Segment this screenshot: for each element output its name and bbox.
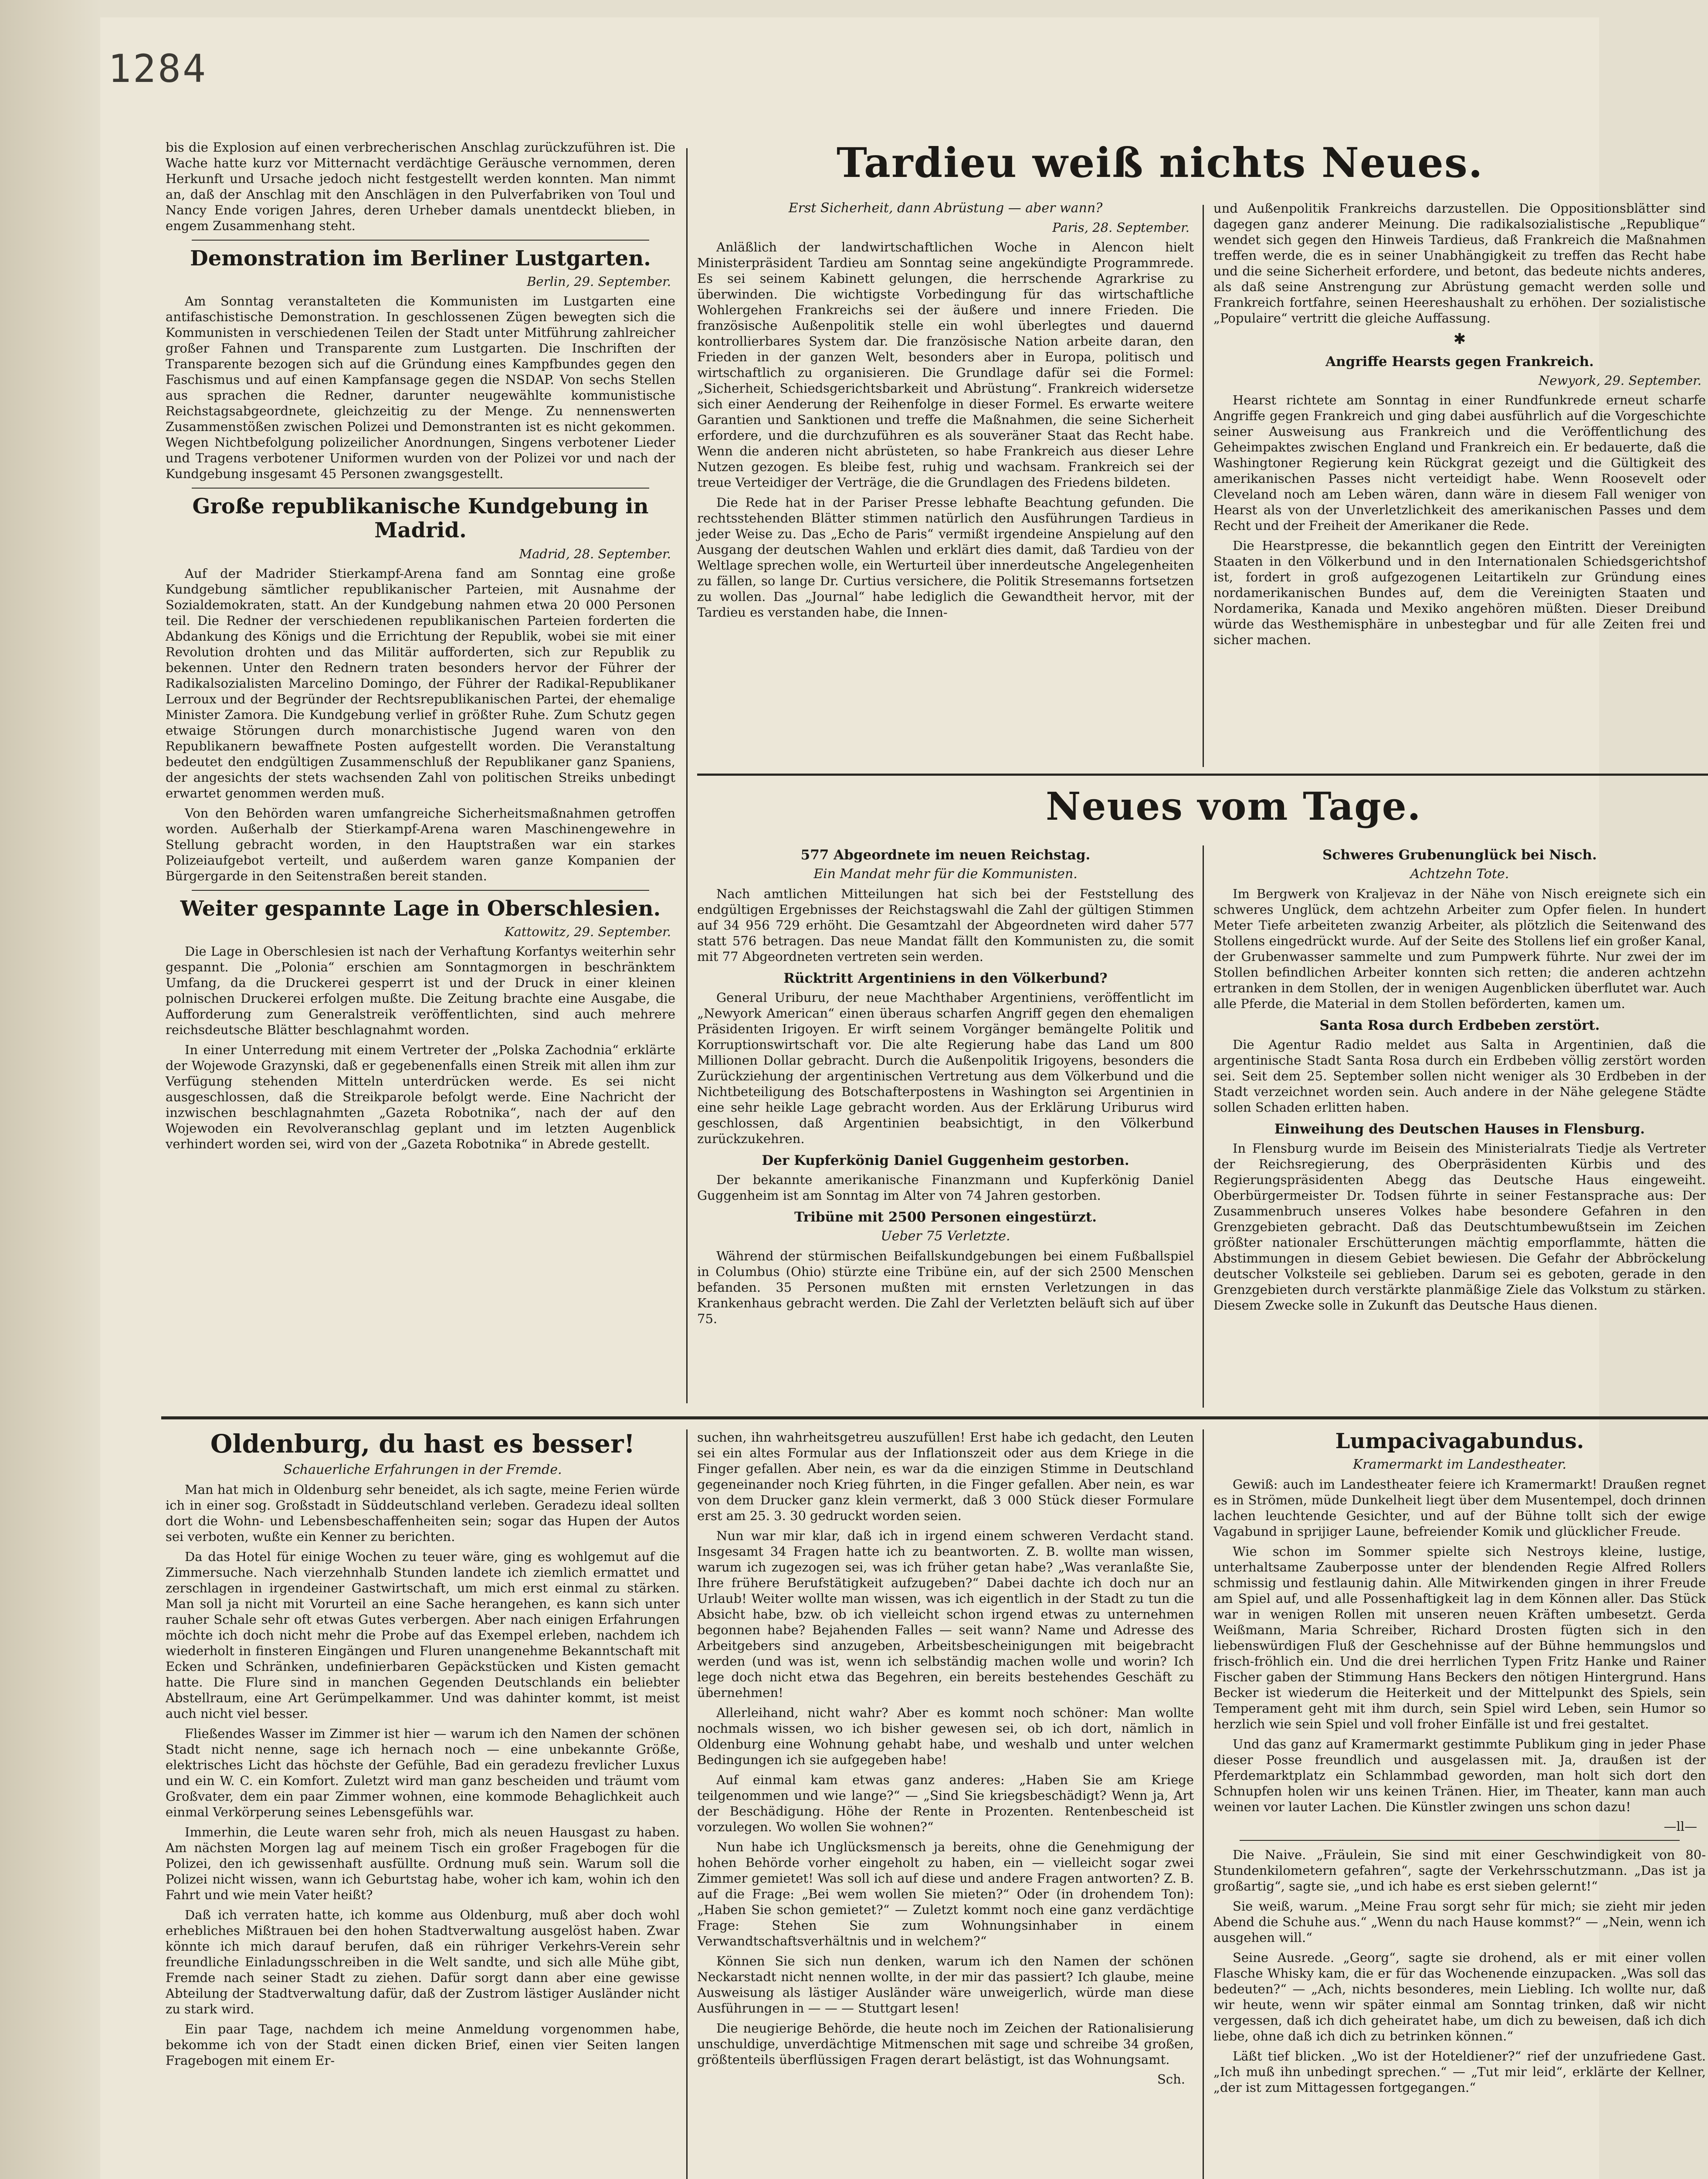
article-text: Die Rede hat in der Pariser Presse lebhafte Beachtung gefunden. Die rechtsstehenden Blätter stimmen natürlich den Ausführungen Tardieus in jeder Weise zu. Das „Echo de Paris“ vermißt irgendeine Anspielung auf den Ausgang der deutschen Wahlen und erklärt dies damit, daß Tardieu von der Weltlage sprechen wolle, ein Werturteil über innerdeutsche Angelegenheiten zu fällen, so lange Dr. Curtius versichere, die Politik Stresemanns fortsetzen zu wollen. Das „Journal“ habe lediglich die Gewandtheit hervor, mit der Tardieu es verstanden habe, die Innen-	[697, 495, 1194, 620]
news-text: Nach amtlichen Mitteilungen hat sich bei der Feststellung des endgültigen Ergebnisses der Reichstagswahl die Zahl der gültigen Stimmen auf 34 956 729 erhöht. Die Gesamtzahl der Abgeordneten wird daher 577 statt 576 betragen. Das neue Mandat fällt den Kommunisten zu, die somit mit 77 Abgeordneten vertreten sein werden.	[697, 886, 1194, 964]
news-text: Die Agentur Radio meldet aus Salta in Argentinien, daß die argentinische Stadt Santa Rosa durch ein Erdbeben völlig zerstört worden sei. Seit dem 25. September sollen nicht weniger als 30 Erdbeben in der Stadt verzeichnet worden sein. Auch andere in der Nähe gelegene Städte sollen Schaden erlitten haben.	[1213, 1037, 1706, 1115]
article-title-lumpaci: Lumpacivagabundus.	[1335, 1429, 1584, 1453]
article-text: Am Sonntag veranstalteten die Kommunisten im Lustgarten eine antifaschistische Demonstration. In geschlossenen Zügen bewegten sich die Kommunisten in verschiedenen Teilen der Stadt unter Mitführung zahlreicher großer Fahnen und Transparente zum Lustgarten. Die Inschriften der Transparente bezogen sich auf die Gründung eines Kampfbundes gegen den Faschismus und auf einen Kampfansage gegen die NSDAP. Von sechs Stellen aus sprachen die Redner, darunter neugewählte kommunistische Reichstagsabgeordnete, gleichzeitig zu der Menge. Zu nennenswerten Zusammenstößen zwischen Polizei und Demonstranten ist es nicht gekommen. Wegen Nichtbefolgung polizeilicher Anordnungen, Singens verbotener Lieder und Tragens verbotener Uniformen wurden von der Polizei vor und nach der Kundgebung insgesamt 45 Personen zwangsgestellt.	[166, 294, 675, 482]
news-text: Im Bergwerk von Kraljevaz in der Nähe von Nisch ereignete sich ein schweres Unglück, dem achtzehn Arbeiter zum Opfer fielen. In hundert Meter Tiefe arbeiteten zwanzig Arbeiter, als plötzlich die Seitenwand des Stollens eingedrückt wurde. Auf der Seite des Stollens lief ein großer Kanal, der Grubenwasser sammelte und zum Pumpwerk führte. Nur zwei der im Stollen befindlichen Arbeiter konnten sich retten; die anderen achtzehn ertranken in dem Stollen, der in wenigen Augenblicken überflutet war. Auch alle Pferde, die Material in dem Stollen beförderten, kamen um.	[1213, 886, 1706, 1011]
dateline: Paris, 28. September.	[1052, 220, 1190, 235]
oldenburg-col-a	[166, 1429, 680, 2179]
article-title-madrid: Große republikanische Kundgebung in Madrid.	[192, 494, 649, 543]
news-text: Der bekannte amerikanische Finanzmann und Kupferkönig Daniel Guggenheim ist am Sonntag im Alter von 74 Jahren gestorben.	[697, 1172, 1194, 1203]
article-text: Wie schon im Sommer spielte sich Nestroys kleine, lustige, unterhaltsame Zauberposse unter der blendenden Regie Alfred Rollers schmissig und festlaunig dahin. Alle Mitwirkenden gingen in ihrer Freude am Spiel auf, und alle Possenhaftigkeit lag in dem Können aller. Das Stück war in wenigen Rollen mit unseren neuen Kräften umbesetzt. Gerda Weißmann, Maria Schreiber, Richard Drosten fügten sich in den liebenswürdigen Fluß der Geschehnisse auf der Bühne hemmungslos und frisch-fröhlich ein. Und die drei herrlichen Typen Fritz Hanke und Rainer Fischer gaben der Stimmung Hans Beckers den nötigen Hintergrund. Hans Becker ist wiederum die Heiterkeit und der Mittelpunkt des Spiels, sein Temperament geht mit ihm durch, sein Spiel wird Leben, sein Humor so herzlich wie sein Spiel und voll froher Einfälle ist und frei gestaltet.	[1213, 1544, 1706, 1732]
article-subtitle: Erst Sicherheit, dann Abrüstung — aber wann?	[788, 200, 1103, 216]
column-rule	[686, 148, 688, 1403]
divider	[192, 488, 649, 489]
dateline: Newyork, 29. September.	[1539, 373, 1701, 388]
neues-col-b	[1213, 841, 1706, 1408]
article-text: Man hat mich in Oldenburg sehr beneidet, als ich sagte, meine Ferien würde ich in einer sog. Großstadt in Süddeutschland verleben. Geradezu ideal sollten dort die Wohn- und Lebensbeschaffenheiten sein; sogar das Hupen der Autos sei verboten, wußte ein Kenner zu berichten.	[166, 1482, 680, 1544]
article-text: Nun war mir klar, daß ich in irgend einem schweren Verdacht stand. Insgesamt 34 Fragen hatte ich zu beantworten. Z. B. wollte man wissen, warum ich zugezogen sei, was ich früher getan habe? „Was veranlaßte Sie, Ihre frühere Berufstätigkeit aufzugeben?“ Dabei dachte ich doch nur an Urlaub! Weiter wollte man wissen, was ich eigentlich in der Stadt zu tun die Absicht habe, bzw. ob ich vielleicht schon irgend etwas zu unternehmen begonnen habe? Bejahenden Falles — seit wann? Name und Adresse des Arbeitgebers sind anzugeben, Arbeitsbescheinigungen mit beigebracht werden (und was ist, wenn ich selbständig machen wolle und worin? Ich lege doch nicht etwa das Begehren, ein bereits bestehendes Geschäft zu übernehmen!	[697, 1528, 1194, 1700]
neues-col-a	[697, 841, 1194, 1408]
article-text: Hearst richtete am Sonntag in einer Rundfunkrede erneut scharfe Angriffe gegen Frankreich und ging dabei ausführlich auf die Vorgeschichte seiner Ausweisung aus Frankreich und die Veröffentlichung des Geheimpaktes zwischen England und Frankreich ein. Er bedauerte, daß die Washingtoner Regierung kein Rückgrat gezeigt und die Gültigkeit des amerikanischen Passes nicht verteidigt habe. Wenn Roosevelt oder Cleveland noch am Leben wären, dann wäre in diesem Fall weniger von Hearst als von der Unverletzlichkeit des amerikanischen Passes und dem Recht und der Freiheit der Amerikaner die Rede.	[1213, 393, 1706, 533]
news-title: Einweihung des Deutschen Hauses in Flensburg.	[1274, 1121, 1645, 1137]
column-rule	[686, 1429, 688, 2179]
news-title: Schweres Grubenunglück bei Nisch.	[1322, 847, 1597, 863]
article-text: Anläßlich der landwirtschaftlichen Woche in Alencon hielt Ministerpräsident Tardieu am Sonntag seine angekündigte Programmrede. Es sei seinem Kabinett gelungen, die herrschende Agrarkrise zu überwinden. Die wichtigste Vorbedingung für das wirtschaftliche Wohlergehen Frankreichs sei der äußere und innere Frieden. Die französische Außenpolitik stelle ein wohl überlegtes und dauernd kontrollierbares System dar. Die französische Nation arbeite daran, den Frieden in der ganzen Welt, besonders aber in Europa, politisch und wirtschaftlich zu organisieren. Die Grundlage dafür sei die Formel: „Sicherheit, Schiedsgerichtsbarkeit und Abrüstung“. Frankreich widersetze sich einer Aenderung der Reihenfolge in dieser Formel. Es erwarte weitere Garantien und Sanktionen und treffe die Maßnahmen, die seine Sicherheit erfordere, und die durchzuführen es als souveräner Staat das Recht habe. Wenn die anderen nicht abrüsteten, so habe Frankreich aus dieser Lehre Nutzen gezogen. Es bleibe fest, ruhig und wachsam. Frankreich sei der treue Verteidiger der Verträge, die die Grundlagen des Friedens bildeten.	[697, 240, 1194, 490]
news-title: Rücktritt Argentiniens in den Völkerbund?	[783, 971, 1108, 986]
author-signature: Sch.	[1157, 2072, 1185, 2087]
neues-header	[697, 784, 1708, 845]
dateline: Berlin, 29. September.	[527, 274, 671, 289]
article-text: Können Sie sich nun denken, warum ich den Namen der schönen Neckarstadt nicht nennen wollte, in der mir das passiert? Ich glaube, meine Ausweisung als lästiger Ausländer wäre unweigerlich, würde man diese Ausführungen in — — — Stuttgart lesen!	[697, 1954, 1194, 2016]
column-rule	[1203, 845, 1204, 1408]
oldenburg-col-b	[697, 1429, 1194, 2179]
joke-text: Seine Ausrede. „Georg“, sagte sie drohend, als er mit einer vollen Flasche Whisky kam, die er für das Wochenende einzupacken. „Was soll das bedeuten?“ — „Ach, nichts besonderes, mein Liebling. Ich wollte nur, daß wir heute, wenn wir später einmal am Sonntag trinken, daß wir nicht vergessen, daß ich dich geheiratet habe, um dich zu beweisen, daß ich dich liebe, ohne daß ich dich zu betrinken können.“	[1213, 1950, 1706, 2044]
article-text: Fließendes Wasser im Zimmer ist hier — warum ich den Namen der schönen Stadt nicht nenne, sage ich hernach noch — eine unbekannte Größe, elektrisches Licht das höchste der Gefühle, Bad ein geradezu frevlicher Luxus und ein W. C. ein Komfort. Zuletzt wird man ganz bescheiden und träumt vom Großvater, dem ein paar Zimmer wohnen, eine kommode Behaglichkeit auch einmal Verkörperung seines Lebensgefühls war.	[166, 1726, 680, 1819]
article-subhead: Angriffe Hearsts gegen Frankreich.	[1325, 354, 1594, 370]
news-subtitle: Ueber 75 Verletzte.	[881, 1229, 1010, 1244]
lumpaci-col	[1213, 1429, 1706, 2179]
tardieu-col-b	[1213, 200, 1706, 767]
divider	[192, 240, 649, 241]
article-text: suchen, ihn wahrheitsgetreu auszufüllen! Erst habe ich gedacht, den Leuten sei ein altes Formular aus der Inflationszeit oder aus dem Kriege in die Finger gefallen. Aber nein, es war da die einzigen Stimme in Deutschland gegeneinander noch Krieg führten, in die Finger gefallen. Aber nein, es war von dem Drucker ganz klein vermerkt, daß 3 000 Stück dieser Formulare erst am 25. 3. 30 gedruckt worden seien.	[697, 1430, 1194, 1523]
article-text: Die neugierige Behörde, die heute noch im Zeichen der Rationalisierung unschuldige, unverdächtige Mitmenschen mit sage und schreibe 34 großen, größtenteils überflüssigen Fragen derart belästigt, ist das Wohnungsamt.	[697, 2021, 1194, 2067]
news-subtitle: Achtzehn Tote.	[1410, 866, 1509, 882]
news-title: 577 Abgeordnete im neuen Reichstag.	[800, 847, 1091, 863]
intro-paragraph: bis die Explosion auf einen verbrecherischen Anschlag zurückzuführen ist. Die Wache hatte kurz vor Mitternacht verdächtige Geräusche vernommen, deren Herkunft und Ursache jedoch nicht festgestellt werden konnten. Man nimmt an, daß der Anschlag mit den Anschlägen in den Pulverfabriken von Toul und Nancy Ende vorigen Jahres, deren Urheber damals unentdeckt blieben, in engem Zusammenhang steht.	[166, 140, 675, 233]
newspaper-page	[100, 17, 1706, 2179]
tardieu-header	[697, 139, 1708, 205]
article-title-demonstration: Demonstration im Berliner Lustgarten.	[190, 246, 651, 271]
column-1	[166, 139, 675, 1412]
article-text: Nun habe ich Unglücksmensch ja bereits, ohne die Genehmigung der hohen Behörde vorher eingeholt zu haben, ein — vielleicht sogar zwei Zimmer gemietet! Was soll ich auf diese und andere Fragen antworten? Z. B. auf die Frage: „Bei wem wollen Sie mieten?“ Oder (in drohendem Ton): „Haben Sie schon gemietet?“ — Zuletzt kommt noch eine ganz verdächtige Frage: Stehen Sie zum Wohnungsinhaber in einem Verwandtschaftsverhältnis und in welchem?“	[697, 1840, 1194, 1948]
page-number: 1284	[108, 46, 207, 91]
article-text: Allerleihand, nicht wahr? Aber es kommt noch schöner: Man wollte nochmals wissen, wo ich bisher gewesen sei, ob ich dort, nämlich in Oldenburg eine Wohnung gehabt habe, und weshalb und unter welchen Bedingungen ich sie aufgegeben habe!	[697, 1705, 1194, 1767]
article-text: Da das Hotel für einige Wochen zu teuer wäre, ging es wohlgemut auf die Zimmersuche. Nach vierzehnhalb Stunden landete ich ziemlich ermattet und zerschlagen in irgendeiner Gastwirtschaft, um mich erst einmal zu stärken. Man soll ja nicht mit Vorurteil an eine Sache herangehen, es kann sich unter rauher Schale sehr oft etwas Gutes verbergen. Aber nach einigen Erfahrungen möchte ich doch nicht mehr die Probe auf das Exempel erleben, nachdem ich wiederholt in finsteren Eingängen und Fluren unangenehme Bekanntschaft mit Ecken und Schränken, undefinierbaren Gepäckstücken und Kisten gemacht hatte. Die Flure sind in manchen Gegenden Deutschlands ein beliebter Abstellraum, eine Art Gerümpelkammer. Und was dahinter kommt, ist meist auch nicht viel besser.	[166, 1549, 680, 1721]
article-text: Auf der Madrider Stierkampf-Arena fand am Sonntag eine große Kundgebung sämtlicher republikanischer Parteien, mit Ausnahme der Sozialdemokraten, statt. An der Kundgebung nahmen etwa 20 000 Personen teil. Die Redner der verschiedenen republikanischen Parteien forderten die Abdankung des Königs und die Errichtung der Republik, wobei sie mit einer Revolution drohten und das Militär aufforderten, sich zur Republik zu bekennen. Unter den Rednern traten besonders hervor der Führer der Radikalsozialisten Marcelino Domingo, der Führer der Radikal-Republikaner Lerroux und der Begründer der Rechtsrepublikanischen Partei, der ehemalige Minister Zamora. Die Kundgebung verlief in größter Ruhe. Zum Schutz gegen etwaige Störungen durch monarchistische Jugend waren von den Republikanern bewaffnete Posten aufgestellt worden. Die Veranstaltung bedeutet den endgültigen Zusammenschluß der Republikaner ganz Spaniens, der angesichts der stets wachsenden Zahl von politischen Streiks unbedingt erwartet genommen werden muß.	[166, 566, 675, 801]
news-title: Santa Rosa durch Erdbeben zerstört.	[1319, 1018, 1600, 1033]
author-signature: —ll—	[1664, 1819, 1697, 1834]
tardieu-col-a	[697, 200, 1194, 758]
divider	[192, 890, 649, 891]
news-title: Der Kupferkönig Daniel Guggenheim gestorben.	[762, 1153, 1129, 1168]
column-rule	[1203, 1429, 1204, 2179]
news-subtitle: Ein Mandat mehr für die Kommunisten.	[813, 866, 1078, 882]
news-text: In Flensburg wurde im Beisein des Ministerialrats Tiedje als Vertreter der Reichsregierung, des Oberpräsidenten Kürbis und des Regierungspräsidenten Abegg das Deutsche Haus eingeweiht. Oberbürgermeister Dr. Todsen führte in seiner Festansprache aus: Der Zusammenbruch unseres Volkes habe besondere Gefahren in den Grenzgebieten gebracht. Daß das Deutschtumbewußtsein im Zeichen größter nationaler Erschütterungen mächtig emporflammte, hätten die Abstimmungen in diesem Gebiet bewiesen. Die Gefahr der Abbröckelung deutscher Volksteile sei geblieben. Darum sei es geboten, gerade in den Grenzgebieten durch verstärkte planmäßige Ziele das Volkstum zu stärken. Diesem Zwecke solle in Zukunft das Deutsche Haus dienen.	[1213, 1141, 1706, 1313]
article-title-tardieu: Tardieu weiß nichts Neues.	[837, 139, 1484, 187]
news-text: General Uriburu, der neue Machthaber Argentiniens, veröffentlicht im „Newyork American“ einen überaus scharfen Angriff gegen den ehemaligen Präsidenten Irigoyen. Er wirft seinem Vorgänger bemängelte Politik und Korruptionswirtschaft vor. Die alte Regierung habe das Land um 800 Millionen Dollar gebracht. Durch die Außenpolitik Irigoyens, besonders die Zurückziehung der argentinischen Vertretung aus dem Völkerbund und die Nichtbeteiligung des Botschafterpostens in Washington sei Argentinien in eine sehr heikle Lage gebracht worden. Aus der Erklärung Uriburus wird geschlossen, daß Argentinien beabsichtigt, in den Völkerbund zurückzukehren.	[697, 990, 1194, 1146]
page-binding	[0, 0, 100, 2179]
joke-text: Sie weiß, warum. „Meine Frau sorgt sehr für mich; sie zieht mir jeden Abend die Schuhe aus.“ „Wenn du nach Hause kommst?“ — „Nein, wenn ich ausgehen will.“	[1213, 1899, 1706, 1945]
article-text: Gewiß: auch im Landestheater feiere ich Kramermarkt! Draußen regnet es in Strömen, müde Dunkelheit liegt über dem Musentempel, doch drinnen lachen leuchtende Gesichter, und auf der Bühne tollt sich der ewige Vagabund in sprijiger Laune, befreiender Komik und glücklicher Freude.	[1213, 1477, 1706, 1539]
article-text: und Außenpolitik Frankreichs darzustellen. Die Oppositionsblätter sind dagegen ganz anderer Meinung. Die radikalsozialistische „Republique“ wendet sich gegen den Hinweis Tardieus, daß Frankreich die Maßnahmen treffen werde, die es in seiner Unabhängigkeit zu treffen das Recht habe und die seine Sicherheit erfordere, und betont, das bedeute nichts anderes, als daß seine Anstrengung zur Abrüstung gemacht werden solle und Frankreich fortfahre, seinen Heereshaushalt zu erhöhen. Der sozialistische „Populaire“ vertritt die gleiche Auffassung.	[1213, 201, 1706, 326]
joke-text: Die Naive. „Fräulein, Sie sind mit einer Geschwindigkeit von 80-Stundenkilometern gefahren“, sagte der Verkehrsschutzmann. „Das ist ja großartig“, sagte sie, „und ich habe es erst sieben gelernt!“	[1213, 1847, 1706, 1894]
article-text: Und das ganz auf Kramermarkt gestimmte Publikum ging in jeder Phase dieser Posse freundlich und ausgelassen mit. Ja, draußen ist der Pferdemarktplatz ein Schlammbad geworden, man holt sich dort den Schnupfen holen wir uns keinen Tränen. Hier, im Theater, kann man auch weinen vor lauter Lachen. Die Künstler zwingen uns schon dazu!	[1213, 1737, 1706, 1815]
article-text: In einer Unterredung mit einem Vertreter der „Polska Zachodnia“ erklärte der Wojewode Grazynski, daß er gegebenenfalls einen Streik mit allen ihm zur Verfügung stehenden Mitteln unterdrücken werde. Es sei nicht ausgeschlossen, daß die Streikparole befolgt werde. Eine Nachricht der inzwischen beschlagnahmten „Gazeta Robotnika“, nach der auf den Wojewoden ein Revolveranschlag geplant und im letzten Augenblick verhindert worden sei, wird von der „Gazeta Robotnika“ in Abrede gestellt.	[166, 1042, 675, 1151]
star-separator: ✱	[1453, 330, 1466, 348]
article-text: Die Hearstpresse, die bekanntlich gegen den Eintritt der Vereinigten Staaten in den Völkerbund und in den Internationalen Schiedsgerichtshof ist, fordert in groß aufgezogenen Leitartikeln zur Gründung eines nordamerikanischen Bundes auf, dem die Vereinigten Staaten und Nordamerika, Kanada und Mexiko angehören müßten. Dieser Dreibund würde das Westhemisphäre in unbestegbar und für alle Zeiten frei und sicher machen.	[1213, 538, 1706, 647]
article-subtitle: Schauerliche Erfahrungen in der Fremde.	[283, 1462, 562, 1477]
feuilleton-rule	[161, 1416, 1708, 1419]
dateline: Madrid, 28. September.	[519, 546, 671, 561]
article-title-oldenburg: Oldenburg, du hast es besser!	[210, 1429, 635, 1459]
section-title-neues: Neues vom Tage.	[1046, 784, 1422, 829]
column-rule	[1203, 205, 1204, 767]
dateline: Kattowitz, 29. September.	[504, 924, 671, 939]
news-text: Während der stürmischen Beifallskundgebungen bei einem Fußballspiel in Columbus (Ohio) stürzte eine Tribüne ein, auf der sich 2500 Menschen befanden. 35 Personen mußten mit ernsten Verletzungen in das Krankenhaus gebracht werden. Die Zahl der Verletzten beläuft sich auf über 75.	[697, 1249, 1194, 1326]
article-text: Immerhin, die Leute waren sehr froh, mich als neuen Hausgast zu haben. Am nächsten Morgen lag auf meinem Tisch ein großer Fragebogen für die Polizei, den ich gewissenhaft ausfüllte. Ordnung muß sein. Warum soll die Polizei nicht wissen, wann ich Geburtstag habe, woher ich kam, wohin ich den Fahrt und wie mein Vater heißt?	[166, 1824, 680, 1902]
article-text: Von den Behörden waren umfangreiche Sicherheitsmaßnahmen getroffen worden. Außerhalb der Stierkampf-Arena waren Maschinengewehre in Stellung gebracht worden, in den Hauptstraßen war ein starkes Polizeiaufgebot verteilt, und außerdem waren ganze Kompanien der Bürgergarde in den Seitenstraßen bereit standen.	[166, 805, 675, 883]
article-text: Daß ich verraten hatte, ich komme aus Oldenburg, muß aber doch wohl erhebliches Mißtrauen bei den hohen Stadtverwaltung ausgelöst haben. Zwar könnte ich mich darauf berufen, daß ein rühriger Verkehrs-Verein sehr freundliche Einladungsschreiben in die Welt sandte, und sich alle Mühe gibt, Fremde nach seiner Stadt zu ziehen. Dafür sorgt dann aber eine gewisse Abteilung der Stadtverwaltung dafür, daß der Zustrom lästiger Ausländer nicht zu stark wird.	[166, 1907, 680, 2016]
article-subtitle: Kramermarkt im Landestheater.	[1352, 1457, 1567, 1473]
article-text: Die Lage in Oberschlesien ist nach der Verhaftung Korfantys weiterhin sehr gespannt. Die „Polonia“ erschien am Sonntagmorgen in beschränktem Umfang, da die Druckerei gesperrt ist und der Druck in einer kleinen polnischen Druckerei erfolgen mußte. Die Zeitung brachte eine Ausgabe, die Aufforderung zum Generalstreik veröffentlichten, sind auch mehrere reichsdeutsche Blätter beschlagnahmt worden.	[166, 944, 675, 1037]
article-text: Auf einmal kam etwas ganz anderes: „Haben Sie am Kriege teilgenommen und wie lange?“ — „Sind Sie kriegsbeschädigt? Wenn ja, Art der Beschädigung. Höhe der Rente in Prozenten. Rentenbescheid ist vorzulegen. Wo wollen Sie wohnen?“	[697, 1772, 1194, 1834]
divider	[1240, 1840, 1680, 1841]
article-text: Ein paar Tage, nachdem ich meine Anmeldung vorgenommen habe, bekomme ich von der Stadt einen dicken Brief, einen vier Seiten langen Fragebogen mit einem Er-	[166, 2021, 680, 2068]
news-title: Tribüne mit 2500 Personen eingestürzt.	[794, 1209, 1097, 1225]
section-rule	[697, 774, 1708, 776]
article-title-oberschlesien: Weiter gespannte Lage in Oberschlesien.	[180, 896, 661, 921]
joke-text: Läßt tief blicken. „Wo ist der Hoteldiener?“ rief der unzufriedene Gast. „Ich muß ihn unbedingt sprechen.“ — „Tut mir leid“, erklärte der Kellner, „der ist zum Mittagessen fortgegangen.“	[1213, 2049, 1706, 2095]
